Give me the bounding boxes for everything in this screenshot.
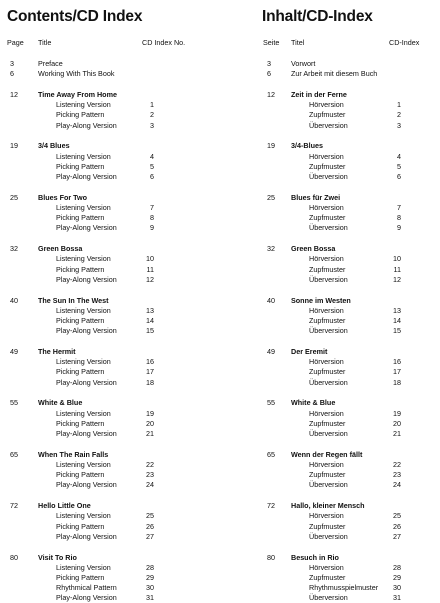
cd-track-number: 27 (146, 531, 154, 541)
section-row (0, 141, 258, 151)
section-title: Hallo, kleiner Mensch (291, 501, 365, 511)
track-row (0, 573, 258, 583)
track-row (0, 532, 258, 542)
track-label: Überversion (309, 172, 348, 181)
track-row (0, 326, 258, 336)
section-row (258, 296, 440, 306)
cd-track-number: 23 (146, 470, 154, 480)
track-row (258, 470, 440, 480)
cd-track-number: 21 (393, 429, 401, 438)
track-label: Play-Along Version (56, 120, 117, 130)
intro-row (0, 59, 258, 69)
page-number: 80 (10, 552, 18, 562)
page-number: 3 (267, 59, 271, 68)
header-page: Page (7, 38, 24, 47)
cd-track-number: 3 (150, 120, 154, 130)
track-label: Listening Version (56, 305, 111, 315)
cd-track-number: 5 (397, 161, 401, 171)
track-row (0, 203, 258, 213)
cd-track-number: 21 (146, 429, 154, 438)
section-title: Visit To Rio (38, 552, 77, 562)
track-label: Picking Pattern (56, 264, 105, 274)
cd-track-number: 30 (146, 583, 154, 593)
header-title: Titel (291, 38, 305, 47)
section-title: Blues für Zwei (291, 192, 341, 202)
section-title: Green Bossa (38, 244, 83, 254)
cd-track-number: 22 (146, 460, 154, 469)
intro-row (258, 69, 440, 79)
section-title: Besuch in Rio (291, 552, 339, 562)
track-row (258, 265, 440, 275)
track-label: Überversion (309, 120, 348, 130)
track-label: Zupfmuster (309, 521, 346, 531)
page-number: 19 (267, 141, 275, 151)
cd-track-number: 5 (150, 161, 154, 171)
page-number: 65 (10, 449, 18, 459)
track-row (258, 326, 440, 336)
cd-track-number: 11 (393, 264, 401, 274)
track-label: Picking Pattern (56, 316, 105, 325)
track-row (258, 563, 440, 573)
cd-track-number: 29 (393, 573, 401, 582)
section-row (258, 90, 440, 100)
page-number: 32 (267, 244, 275, 254)
section-title: Hello Little One (38, 501, 91, 511)
section-row (258, 193, 440, 203)
cd-track-number: 30 (393, 583, 401, 593)
section-title: Wenn der Regen fällt (291, 449, 363, 459)
intro-title: Preface (38, 59, 63, 68)
page-number: 40 (267, 295, 275, 305)
track-row (0, 121, 258, 131)
section-row (0, 553, 258, 563)
section-row (0, 501, 258, 511)
track-label: Picking Pattern (56, 161, 105, 171)
section-row (0, 296, 258, 306)
cd-track-number: 15 (393, 326, 401, 336)
track-label: Listening Version (56, 203, 111, 212)
cd-track-number: 2 (150, 110, 154, 120)
track-label: Zupfmuster (309, 470, 346, 480)
intro-row (0, 69, 258, 79)
track-label: Picking Pattern (56, 521, 105, 531)
page-number: 80 (267, 552, 275, 562)
track-label: Hörversion (309, 357, 344, 367)
section-row (258, 501, 440, 511)
section-row (0, 90, 258, 100)
track-label: Rhythmical Pattern (56, 583, 117, 593)
track-label: Listening Version (56, 562, 111, 572)
track-row (258, 511, 440, 521)
track-label: Listening Version (56, 357, 111, 367)
cd-track-number: 23 (393, 470, 401, 480)
track-row (0, 172, 258, 182)
track-row (258, 306, 440, 316)
track-label: Zupfmuster (309, 367, 346, 377)
cd-track-number: 17 (393, 367, 401, 377)
track-label: Hörversion (309, 408, 344, 418)
track-label: Listening Version (56, 511, 111, 521)
track-label: Zupfmuster (309, 161, 346, 171)
track-label: Zupfmuster (309, 418, 346, 428)
cd-track-number: 12 (146, 274, 154, 284)
track-row (0, 265, 258, 275)
cd-track-number: 28 (146, 562, 154, 572)
track-row (0, 162, 258, 172)
cd-track-number: 6 (150, 172, 154, 181)
cd-track-number: 8 (150, 213, 154, 223)
track-label: Picking Pattern (56, 418, 105, 428)
section-row (258, 450, 440, 460)
track-label: Picking Pattern (56, 470, 105, 480)
cd-track-number: 9 (397, 223, 401, 233)
section-title: White & Blue (291, 398, 336, 408)
cd-track-number: 13 (393, 305, 401, 315)
cd-track-number: 29 (146, 573, 154, 582)
section-row (258, 347, 440, 357)
track-label: Überversion (309, 223, 348, 233)
track-row (258, 460, 440, 470)
track-row (0, 110, 258, 120)
cd-track-number: 16 (393, 357, 401, 367)
cd-track-number: 25 (146, 511, 154, 521)
cd-track-number: 2 (397, 110, 401, 120)
cd-track-number: 6 (397, 172, 401, 181)
intro-title: Zur Arbeit mit diesem Buch (291, 69, 378, 79)
section-row (0, 244, 258, 254)
cd-track-number: 27 (393, 531, 401, 541)
cd-track-number: 28 (393, 562, 401, 572)
page-number: 55 (10, 398, 18, 408)
section-title: 3/4 Blues (38, 141, 70, 151)
cd-track-number: 3 (397, 120, 401, 130)
track-row (258, 378, 440, 388)
track-label: Rhythmusspielmuster (309, 583, 379, 593)
track-label: Play-Along Version (56, 274, 117, 284)
cd-track-number: 24 (393, 480, 401, 490)
track-row (0, 583, 258, 593)
section-title: Der Eremit (291, 347, 328, 356)
section-title: Green Bossa (291, 244, 336, 254)
header-page: Seite (263, 38, 280, 47)
section-row (258, 244, 440, 254)
cd-track-number: 7 (397, 203, 401, 212)
track-label: Hörversion (309, 151, 344, 161)
page-number: 55 (267, 398, 275, 408)
cd-track-number: 12 (393, 274, 401, 284)
track-label: Picking Pattern (56, 367, 105, 377)
cd-track-number: 17 (146, 367, 154, 377)
track-row (258, 583, 440, 593)
track-row (258, 152, 440, 162)
track-row (0, 378, 258, 388)
cd-track-number: 20 (146, 418, 154, 428)
page-number: 40 (10, 295, 18, 305)
cd-track-number: 26 (393, 521, 401, 531)
track-row (258, 532, 440, 542)
track-row (0, 593, 258, 603)
track-label: Hörversion (309, 511, 344, 521)
track-label: Hörversion (309, 562, 344, 572)
section-row (258, 398, 440, 408)
track-row (0, 223, 258, 233)
page-number: 49 (267, 347, 275, 356)
intro-row (258, 59, 440, 69)
cd-track-number: 15 (146, 326, 154, 336)
track-label: Überversion (309, 326, 348, 336)
track-row (0, 367, 258, 377)
cd-track-number: 20 (393, 418, 401, 428)
track-label: Überversion (309, 593, 348, 603)
track-row (0, 470, 258, 480)
cd-track-number: 1 (397, 100, 401, 110)
track-label: Play-Along Version (56, 593, 117, 603)
track-label: Hörversion (309, 254, 344, 264)
track-row (0, 522, 258, 532)
track-label: Hörversion (309, 100, 344, 110)
track-row (0, 511, 258, 521)
track-row (258, 121, 440, 131)
track-row (0, 409, 258, 419)
cd-track-number: 1 (150, 100, 154, 110)
track-row (0, 480, 258, 490)
track-label: Play-Along Version (56, 429, 117, 438)
track-row (258, 357, 440, 367)
cd-track-number: 13 (146, 305, 154, 315)
cd-track-number: 25 (393, 511, 401, 521)
page-number: 72 (10, 501, 18, 511)
track-label: Play-Along Version (56, 480, 117, 490)
track-row (258, 593, 440, 603)
track-row (258, 367, 440, 377)
page-number: 19 (10, 141, 18, 151)
track-label: Listening Version (56, 254, 111, 264)
track-row (258, 275, 440, 285)
track-row (258, 429, 440, 439)
track-row (258, 254, 440, 264)
track-row (258, 203, 440, 213)
cd-track-number: 16 (146, 357, 154, 367)
track-label: Überversion (309, 480, 348, 490)
cd-track-number: 22 (393, 460, 401, 469)
cd-track-number: 8 (397, 213, 401, 223)
cd-track-number: 4 (397, 151, 401, 161)
cd-track-number: 14 (146, 316, 154, 325)
section-row (0, 398, 258, 408)
track-row (0, 100, 258, 110)
cd-track-number: 26 (146, 521, 154, 531)
page-title: Contents/CD Index (7, 8, 143, 25)
cd-track-number: 4 (150, 151, 154, 161)
page-number: 6 (10, 69, 14, 79)
header-cd-index: CD-Index (389, 38, 420, 47)
track-row (0, 254, 258, 264)
track-row (0, 213, 258, 223)
page-number: 25 (10, 192, 18, 202)
track-row (0, 419, 258, 429)
track-label: Picking Pattern (56, 110, 105, 120)
track-label: Listening Version (56, 460, 111, 469)
track-row (0, 357, 258, 367)
cd-track-number: 10 (393, 254, 401, 264)
track-row (258, 110, 440, 120)
track-row (0, 306, 258, 316)
intro-title: Working With This Book (38, 69, 115, 79)
section-title: Zeit in der Ferne (291, 90, 347, 99)
cd-track-number: 14 (393, 316, 401, 325)
page-number: 12 (267, 90, 275, 99)
section-row (0, 450, 258, 460)
track-row (0, 152, 258, 162)
track-row (258, 100, 440, 110)
track-row (258, 316, 440, 326)
track-row (0, 563, 258, 573)
track-label: Hörversion (309, 305, 344, 315)
track-label: Play-Along Version (56, 377, 117, 387)
section-title: When The Rain Falls (38, 449, 109, 459)
page-title: Inhalt/CD-Index (262, 8, 373, 25)
cd-track-number: 18 (393, 377, 401, 387)
track-label: Zupfmuster (309, 264, 346, 274)
cd-track-number: 7 (150, 203, 154, 212)
page-number: 25 (267, 192, 275, 202)
track-label: Hörversion (309, 460, 344, 469)
header-cd-index: CD Index No. (142, 38, 186, 47)
cd-track-number: 18 (146, 377, 154, 387)
track-row (0, 429, 258, 439)
track-row (258, 172, 440, 182)
track-label: Play-Along Version (56, 223, 117, 233)
header-title: Title (38, 38, 52, 47)
track-row (258, 409, 440, 419)
track-label: Überversion (309, 377, 348, 387)
track-row (0, 460, 258, 470)
page-number: 3 (10, 59, 14, 68)
section-title: White & Blue (38, 398, 83, 408)
section-title: Time Away From Home (38, 90, 117, 99)
track-label: Zupfmuster (309, 316, 346, 325)
section-row (258, 141, 440, 151)
section-title: Blues For Two (38, 192, 87, 202)
section-row (0, 193, 258, 203)
track-row (258, 419, 440, 429)
section-title: Sonne im Westen (291, 295, 351, 305)
cd-track-number: 10 (146, 254, 154, 264)
track-label: Listening Version (56, 151, 111, 161)
section-row (258, 553, 440, 563)
track-label: Zupfmuster (309, 213, 346, 223)
page-number: 49 (10, 347, 18, 356)
track-row (258, 522, 440, 532)
track-label: Listening Version (56, 408, 111, 418)
cd-track-number: 9 (150, 223, 154, 233)
page-number: 6 (267, 69, 271, 79)
track-row (0, 316, 258, 326)
section-title: The Sun In The West (38, 295, 109, 305)
track-row (258, 573, 440, 583)
track-label: Listening Version (56, 100, 111, 110)
track-label: Hörversion (309, 203, 344, 212)
cd-track-number: 31 (146, 593, 154, 603)
page-number: 32 (10, 244, 18, 254)
track-label: Überversion (309, 429, 348, 438)
intro-title: Vorwort (291, 59, 316, 68)
track-row (258, 480, 440, 490)
section-title: 3/4-Blues (291, 141, 323, 151)
track-label: Play-Along Version (56, 531, 117, 541)
track-row (258, 223, 440, 233)
contents-column-german (258, 0, 440, 603)
track-label: Zupfmuster (309, 573, 346, 582)
track-label: Play-Along Version (56, 326, 117, 336)
track-row (0, 275, 258, 285)
cd-track-number: 19 (393, 408, 401, 418)
track-label: Überversion (309, 274, 348, 284)
cd-track-number: 24 (146, 480, 154, 490)
section-title: The Hermit (38, 347, 76, 356)
track-label: Zupfmuster (309, 110, 346, 120)
track-label: Überversion (309, 531, 348, 541)
track-label: Picking Pattern (56, 573, 105, 582)
cd-track-number: 11 (146, 264, 154, 274)
track-label: Play-Along Version (56, 172, 117, 181)
cd-track-number: 19 (146, 408, 154, 418)
track-row (258, 162, 440, 172)
track-label: Picking Pattern (56, 213, 105, 223)
track-row (258, 213, 440, 223)
page-number: 65 (267, 449, 275, 459)
section-row (0, 347, 258, 357)
page-number: 72 (267, 501, 275, 511)
page-number: 12 (10, 90, 18, 99)
cd-track-number: 31 (393, 593, 401, 603)
